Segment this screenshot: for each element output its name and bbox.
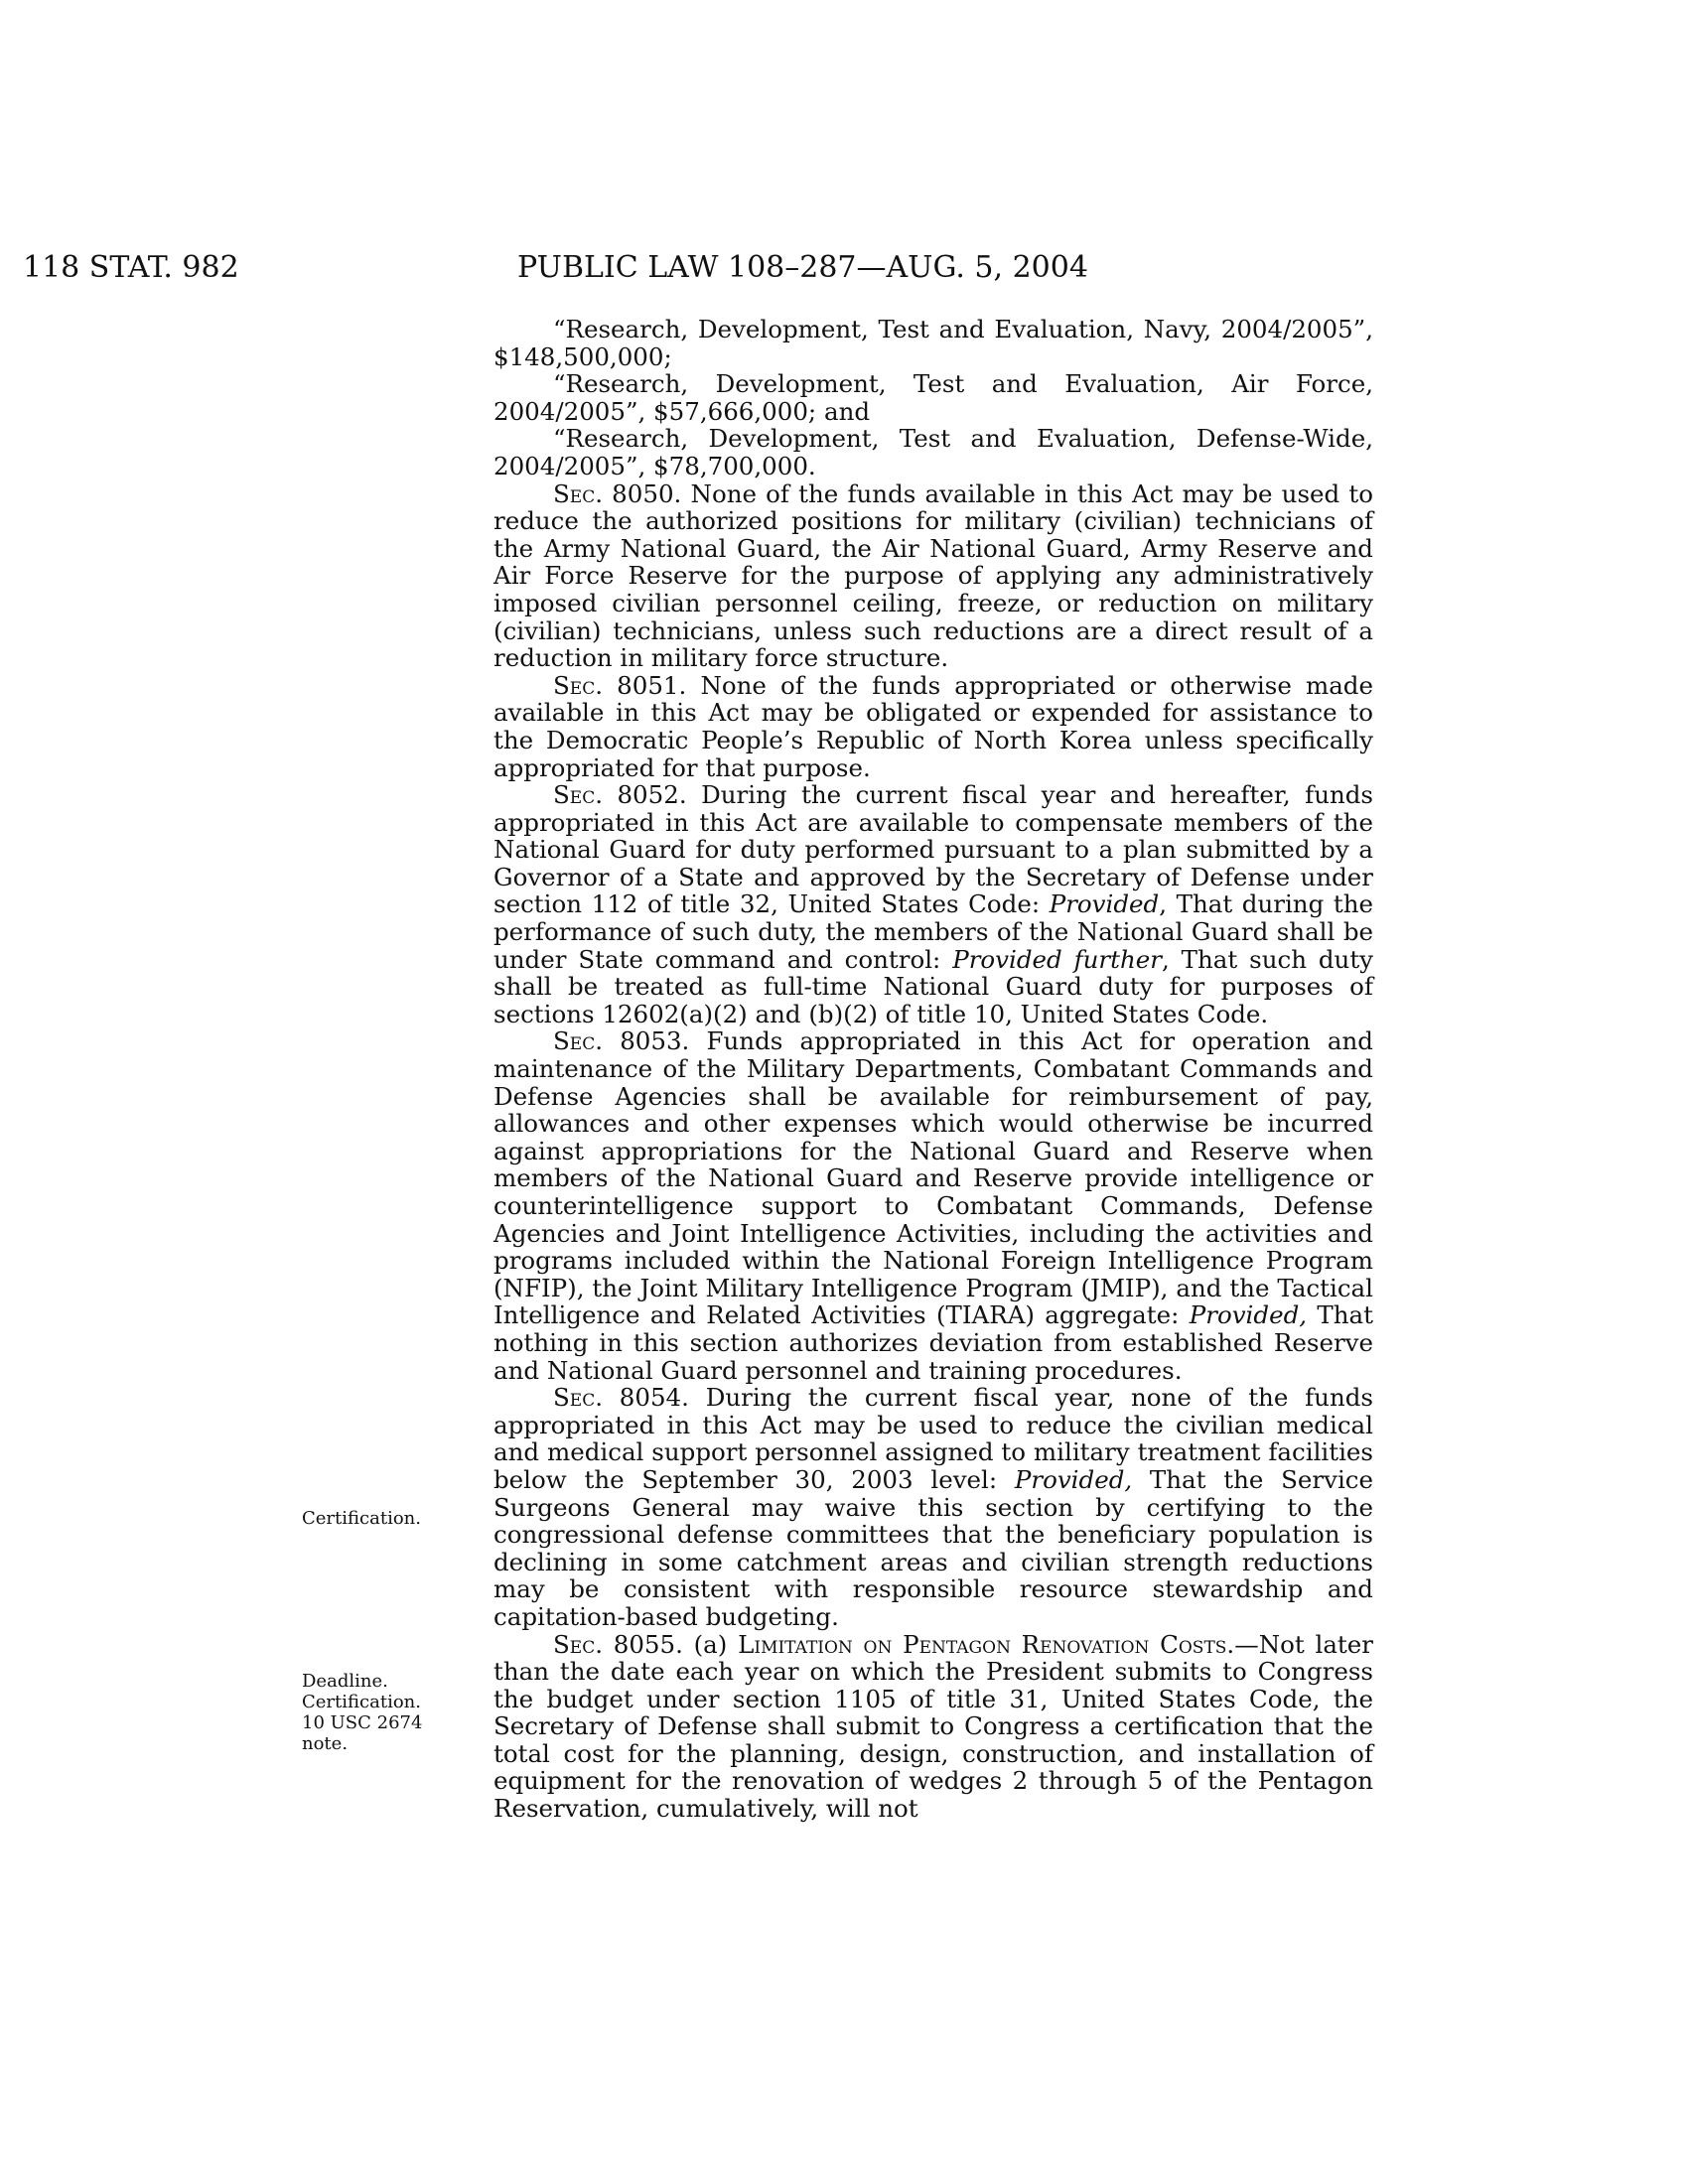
section-text: Funds appropriated in this Act for operation and maintenance of the Military Departments, Combatant Commands and Defense Agencies shall be available for reimbursement of pay, allowances and other expenses which would otherwise be incurred against appropriations for the National Guard and Reserve when members of the National Guard and Reserve provide intelligence or counterintelligence support to Combatant Commands, Defense Agencies and Joint Intelligence Activities, including the activities and programs included within the National Foreign Intelligence Program (NFIP), the Joint Military Intelligence Program (JMIP), and the Tactical Intelligence and Related Activities (TIARA) aggregate: <box>493 1026 1373 1330</box>
section-text: Not later than the date each year on which the President submits to Congress the budget under section 1105 of title 31, United States Code, the Secretary of Defense shall submit to Congress a certification that the total cost for the planning, design, construction, and installation of equipment for the renovation of wedges 2 through 5 of the Pentagon Reservation, cumulatively, will not <box>493 1629 1373 1824</box>
section-label: Sec. <box>553 1026 603 1056</box>
section-text: That nothing in this section authorizes deviation from established Reserve and National Guard personnel and training procedures. <box>493 1300 1373 1385</box>
section-text: , That during the performance of such duty, the members of the National Guard shall be under State command and control: <box>493 889 1373 974</box>
appropriation-item-air-force: “Research, Development, Test and Evaluation, Air Force, 2004/2005”, $57,666,000; and <box>493 369 1373 426</box>
public-law-header: PUBLIC LAW 108–287—AUG. 5, 2004 <box>517 250 1088 285</box>
heading-dash: — <box>1234 1629 1259 1659</box>
section-8052 <box>493 781 1373 1027</box>
section-number: 8054. <box>603 1383 706 1413</box>
section-label: Sec. <box>553 670 603 700</box>
section-8051 <box>493 672 1373 781</box>
margin-note-certification <box>302 1508 451 1529</box>
section-number: 8053. <box>603 1026 707 1056</box>
section-number: 8055. (a) <box>603 1629 739 1659</box>
margin-note-deadline <box>302 1671 451 1754</box>
statute-page-reference: 118 STAT. 982 <box>23 250 239 285</box>
section-8055 <box>493 1631 1373 1823</box>
section-text: None of the funds appropriated or otherwise made available in this Act may be obligated or expended for assistance to the Democratic People’s Republic of North Korea unless specifically appropriated for that purpose. <box>493 670 1373 782</box>
section-label: Sec. <box>553 478 603 508</box>
section-text: During the current fiscal year and hereafter, funds appropriated in this Act are available to compensate members of the National Guard for duty performed pursuant to a plan submitted by a Governor of a State and approved by the Secretary of Defense under section 112 of title 32, United States Code: <box>493 780 1374 919</box>
section-label: Sec. <box>553 1629 603 1659</box>
section-text: None of the funds available in this Act may be used to reduce the authorized positions for military (civilian) technicians of the Army National Guard, the Air National Guard, Army Reserve and Air Force Reserve for the purpose of applying any administratively imposed civilian personnel ceiling, freeze, or reduction on military (civilian) technicians, unless such reductions are a direct result of a reduction in military force structure. <box>493 478 1373 673</box>
section-text: , That such duty shall be treated as full-time National Guard duty for purposes of sections 12602(a)(2) and (b)(2) of title 10, United States Code. <box>493 944 1374 1028</box>
appropriation-item-defense-wide: “Research, Development, Test and Evaluation, Defense-Wide, 2004/2005”, $78,700,000. <box>493 424 1373 480</box>
section-8053 <box>493 1027 1373 1384</box>
margin-note-line: Certification. <box>302 1692 421 1712</box>
section-8050 <box>493 480 1373 672</box>
margin-note-line: Deadline. <box>302 1671 388 1692</box>
proviso-term: Provided further <box>952 944 1162 974</box>
section-label: Sec. <box>553 1383 603 1413</box>
section-number: 8052. <box>603 780 702 810</box>
section-number: 8050. <box>603 478 691 508</box>
section-number: 8051. <box>603 670 701 700</box>
margin-note-line: 10 USC 2674 <box>302 1712 423 1733</box>
subsection-heading: Limitation on Pentagon Renovation Costs. <box>738 1629 1235 1659</box>
section-text: During the current fiscal year, none of the funds appropriated in this Act may be used to reduce the civilian medical and medical support personnel assigned to military treatment facilities below the September 30, 2003 level: <box>493 1383 1373 1494</box>
margin-note-text: Certification. <box>302 1508 421 1529</box>
appropriation-item-navy: “Research, Development, Test and Evaluation, Navy, 2004/2005”, $148,500,000; <box>493 315 1373 371</box>
statute-body-text <box>493 316 1373 1823</box>
section-label: Sec. <box>553 780 603 810</box>
margin-note-line: note. <box>302 1733 349 1754</box>
section-text: That the Service Surgeons General may waive this section by certifying to the congressional defense committees that the beneficiary population is declining in some catchment areas and civilian strength reductions may be consistent with responsible resource stewardship and capitation-based budgeting. <box>493 1464 1374 1631</box>
proviso-term: Provided, <box>1014 1464 1133 1494</box>
proviso-term: Provided <box>1049 889 1160 919</box>
section-8054 <box>493 1384 1373 1630</box>
proviso-term: Provided, <box>1189 1300 1308 1330</box>
page-header <box>0 250 1688 290</box>
